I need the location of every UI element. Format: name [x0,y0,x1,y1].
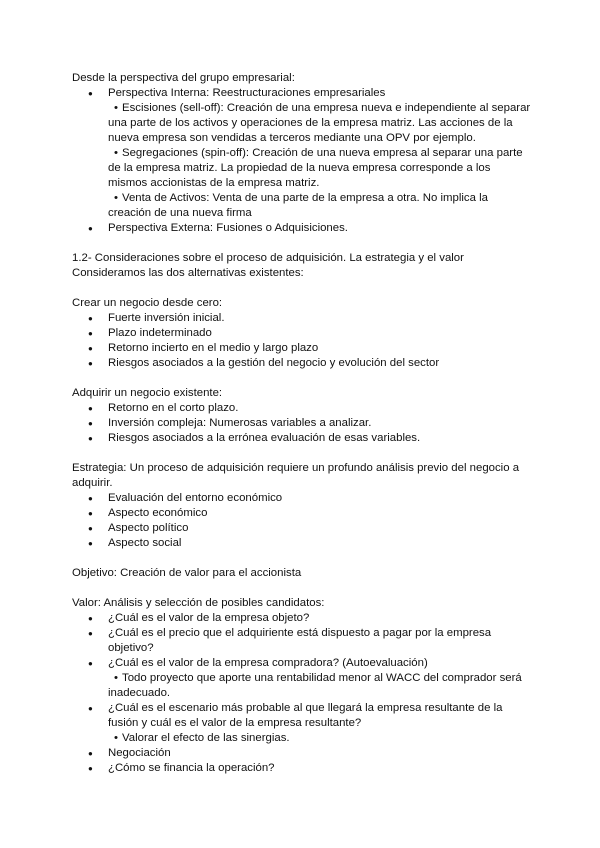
list-item: ● Riesgos asociados a la errónea evaluación de esas variables. [72,431,532,446]
list-item: ● ¿Cuál es el valor de la empresa objeto? [72,611,532,626]
crear-title: Crear un negocio desde cero: [72,297,223,309]
document-page [72,71,532,776]
sub-bullet: • [114,672,118,684]
escisiones-text: Escisiones (sell-off): Creación de una empresa nueva e independiente al separar una parte de los activos y operaciones de la empresa matriz. Las acciones de la nueva empresa son vendidas a terceros mediante una OPV por ejemplo. [108,102,531,144]
venta-activos-text: Venta de Activos: Venta de una parte de la empresa a otra. No implica la creación de una nueva firma [108,192,488,219]
perspective-list [72,86,532,236]
crear-list [72,311,532,371]
valor-list [72,611,532,776]
compradora-text: ¿Cuál es el valor de la empresa compradora? (Autoevaluación) [108,657,428,669]
list-item: ● Negociación [72,746,532,761]
sub-item-sinergias [108,731,532,746]
list-item: ● Fuerte inversión inicial. [72,311,532,326]
adquirir-list [72,401,532,446]
list-item: ● Retorno en el corto plazo. [72,401,532,416]
list-item: ● Aspecto social [72,536,532,551]
list-item: ● Riesgos asociados a la gestión del negocio y evolución del sector [72,356,532,371]
list-item: ● Aspecto político [72,521,532,536]
estrategia-text: Estrategia: Un proceso de adquisición requiere un profundo análisis previo del negocio a adquirir. [72,462,520,489]
sub-item-escisiones [108,101,532,146]
list-item: ● Evaluación del entorno económico [72,491,532,506]
list-item-compradora [72,656,532,701]
sub-item-segregaciones [108,146,532,191]
sub-item-venta-activos [108,191,532,221]
list-item-externa: ● Perspectiva Externa: Fusiones o Adquisiciones. [72,221,532,236]
list-item-escenario [72,701,532,746]
list-item-interna [72,86,532,221]
escenario-text: ¿Cuál es el escenario más probable al que llegará la empresa resultante de la fusión y cuál es el valor de la empresa resultante? [108,702,503,729]
objetivo-text: Objetivo: Creación de valor para el accionista [72,567,302,579]
sub-bullet: • [114,102,118,114]
valor-title: Valor: Análisis y selección de posibles candidatos: [72,597,325,609]
section1-intro: Desde la perspectiva del grupo empresarial: [72,72,295,84]
sub-bullet: • [114,732,118,744]
interna-text: Perspectiva Interna: Reestructuraciones empresariales [108,87,386,99]
list-item: ● Inversión compleja: Numerosas variables a analizar. [72,416,532,431]
estrategia-list [72,491,532,551]
section2-heading: 1.2- Consideraciones sobre el proceso de adquisición. La estrategia y el valor [72,252,464,264]
sub-bullet: • [114,147,118,159]
section2-intro: Consideramos las dos alternativas existentes: [72,267,304,279]
list-item: ● ¿Cuál es el precio que el adquiriente está dispuesto a pagar por la empresa objetivo? [72,626,532,656]
list-item: ● Aspecto económico [72,506,532,521]
sub-item-wacc [108,671,532,701]
list-item: ● Plazo indeterminado [72,326,532,341]
sub-bullet: • [114,192,118,204]
wacc-text: Todo proyecto que aporte una rentabilidad menor al WACC del comprador será inadecuado. [108,672,522,699]
adquirir-title: Adquirir un negocio existente: [72,387,223,399]
list-item: ● Retorno incierto en el medio y largo plazo [72,341,532,356]
sinergias-text: Valorar el efecto de las sinergias. [122,732,290,744]
segregaciones-text: Segregaciones (spin-off): Creación de una nueva empresa al separar una parte de la empresa matriz. La propiedad de la nueva empresa corresponde a los mismos accionistas de la empresa matriz. [108,147,523,189]
list-item: ● ¿Cómo se financia la operación? [72,761,532,776]
